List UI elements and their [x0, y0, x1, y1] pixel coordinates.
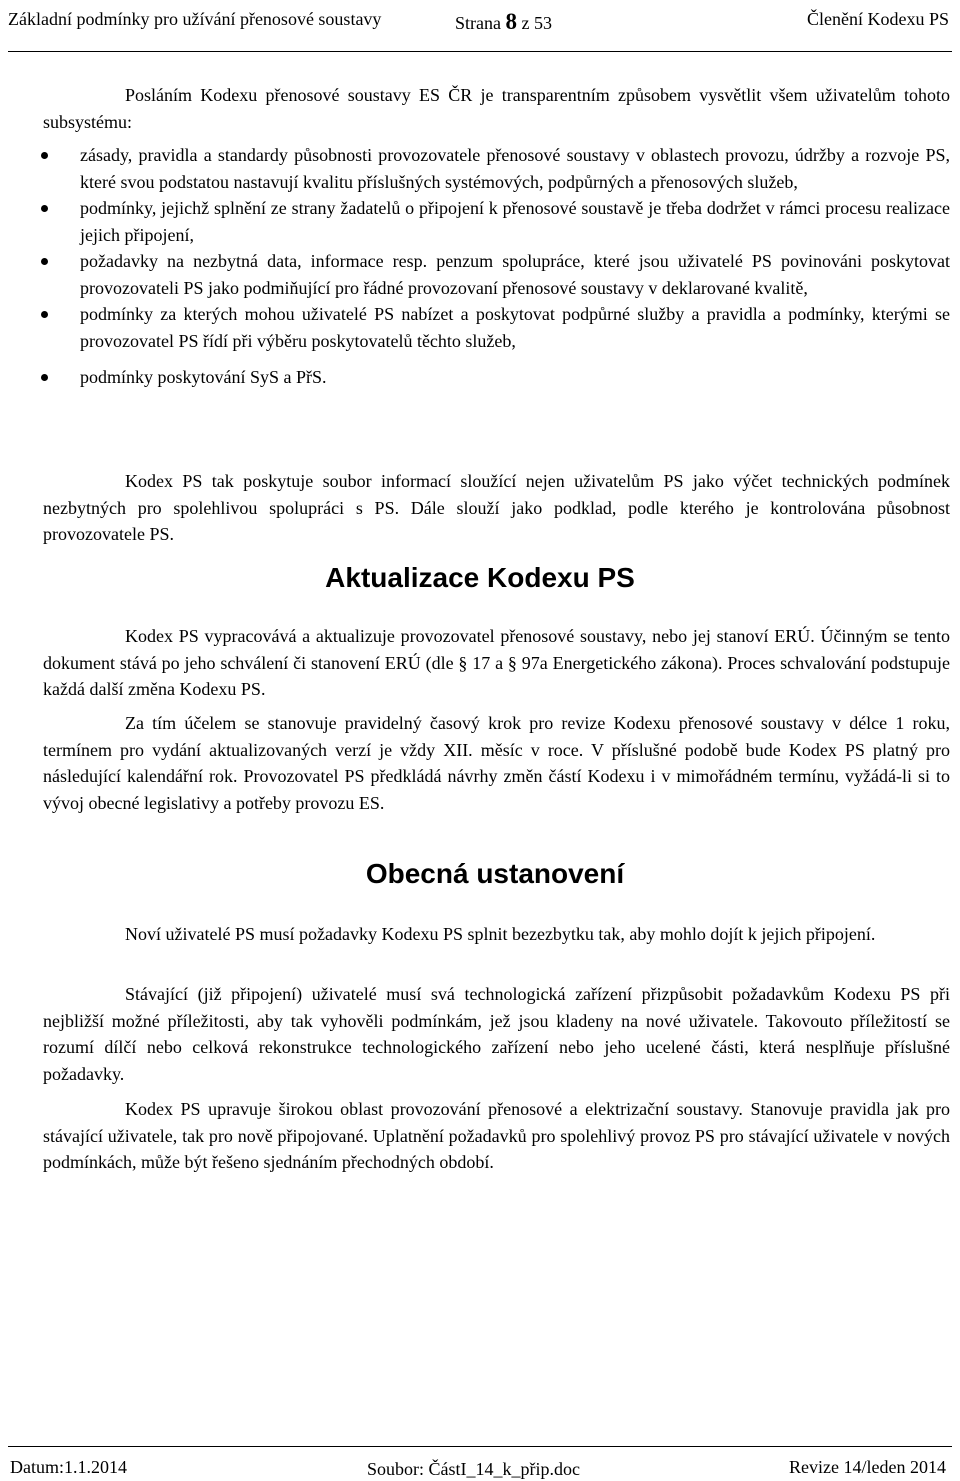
purpose-bullet-list: [43, 142, 950, 391]
bullet-icon: [41, 311, 48, 318]
page-label: Strana: [455, 13, 501, 33]
aktualizace-paragraph-1: Kodex PS vypracovává a aktualizuje provozovatel přenosové soustavy, nebo jej stanoví ERÚ. Účinným se tento dokument stává po jeho schválení či stanovení ERÚ (dle § 17 a § 97a Energetického zákona). Proces schvalování podstupuje každá další změna Kodexu PS.: [43, 626, 950, 699]
bullet-icon: [41, 258, 48, 265]
list-item-text: požadavky na nezbytná data, informace resp. penzum spolupráce, které jsou uživatelé PS povinováni poskytovat provozovateli PS jako podmiňující pro řádné provozovaní přenosové soustavy v deklarované kvalitě,: [80, 251, 950, 298]
obecna-paragraph-3: Kodex PS upravuje širokou oblast provozování přenosové a elektrizační soustavy. Stanovuje pravidla jak pro stávající uživatele, tak pro nově připojované. Uplatnění požadavků pro spolehlivý provoz PS pro stávající uživatele v nových podmínkách, může být řešeno sjednáním přechodných období.: [43, 1099, 950, 1172]
obecna-paragraph-1: Noví uživatelé PS musí požadavky Kodexu PS splnit bezezbytku tak, aby mohlo dojít k jejich připojení.: [125, 924, 876, 944]
list-item: [43, 301, 950, 354]
section-heading-aktualizace: Aktualizace Kodexu PS: [325, 562, 635, 593]
list-item: [43, 142, 950, 195]
list-item-text: podmínky, jejichž splnění ze strany žadatelů o připojení k přenosové soustavě je třeba dodržet v rámci procesu realizace jejich připojení,: [80, 198, 950, 245]
page-of-label: z: [521, 13, 530, 33]
header-divider: [8, 51, 952, 52]
list-item: [43, 195, 950, 248]
page-total: 53: [533, 13, 552, 33]
footer-divider: [8, 1446, 952, 1447]
footer-date: Datum:1.1.2014: [10, 1457, 127, 1477]
footer-revision: Revize 14/leden 2014: [789, 1457, 946, 1477]
list-item-text: zásady, pravidla a standardy působnosti provozovatele přenosové soustavy v oblastech provozu, údržby a rozvoje PS, které svou podstatou nastavují kvalitu příslušných systémových, podpůrných a přenosových služeb,: [80, 145, 950, 192]
list-item-text: podmínky za kterých mohou uživatelé PS nabízet a poskytovat podpůrné služby a pravidla a podmínky, kterými se provozovatel PS řídí při výběru poskytovatelů těchto služeb,: [80, 304, 950, 351]
page-number: 8: [505, 9, 517, 34]
list-item-text: podmínky poskytování SyS a PřS.: [80, 367, 327, 387]
bullet-icon: [41, 152, 48, 159]
obecna-paragraph-2: Stávající (již připojení) uživatelé musí svá technologická zařízení přizpůsobit požadavkům Kodexu PS při nejbližší možné příležitosti, aby tak vyhověli podmínkám, jež jsou kladeny na nové uživatele. Takovouto příležitostí se rozumí dílčí nebo celková rekonstrukce technologického zařízení nebo jeho ucelené části, která nesplňuje příslušné požadavky.: [43, 984, 950, 1084]
list-item: [43, 364, 950, 391]
header-page-indicator: [455, 9, 552, 35]
header-section-title: Členění Kodexu PS: [807, 9, 949, 29]
list-item: [43, 248, 950, 301]
section-heading-obecna-ustanoveni: Obecná ustanovení: [365, 858, 625, 889]
kodex-summary-paragraph: Kodex PS tak poskytuje soubor informací sloužící nejen uživatelům PS jako výčet technických podmínek nezbytných pro spolehlivou spolupráci s PS. Dále slouží jako podklad, podle kterého je kontrolována působnost provozovatele PS.: [43, 471, 950, 544]
header-document-title: Základní podmínky pro užívání přenosové soustavy: [8, 9, 382, 29]
footer-file: Soubor: ČástI_14_k_přip.doc: [367, 1459, 580, 1479]
bullet-icon: [41, 374, 48, 381]
bullet-icon: [41, 205, 48, 212]
aktualizace-paragraph-2: Za tím účelem se stanovuje pravidelný časový krok pro revize Kodexu přenosové soustavy v délce 1 roku, termínem pro vydání aktualizovaných verzí je vždy XII. měsíc v roce. V příslušné podobě bude Kodex PS platný pro následující kalendářní rok. Provozovatel PS předkládá návrhy změn částí Kodexu i v mimořádném termínu, vyžádá-li si to vývoj obecné legislativy a potřeby provozu ES.: [43, 713, 950, 813]
intro-paragraph: Posláním Kodexu přenosové soustavy ES ČR je transparentním způsobem vysvětlit všem uživatelům tohoto subsystému:: [43, 85, 950, 132]
